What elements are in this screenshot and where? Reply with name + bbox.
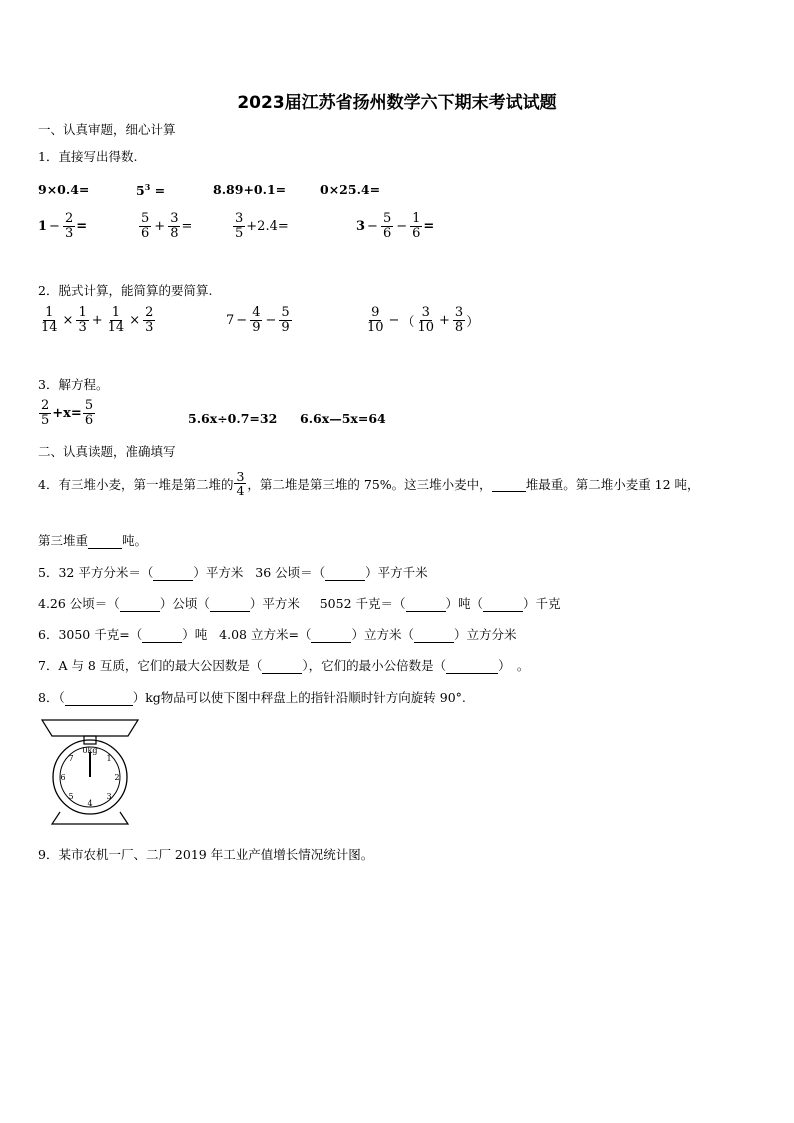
question-6: 6．3050 千克=（ ）吨 4.08 立方米=（ ）立方米（ ）立方分米 [38,627,517,642]
fraction: $\frac{2}{3}$ [64,211,74,241]
fraction: $\frac{9}{10}$ [367,305,384,335]
page-title: 2023届江苏省扬州数学六下期末考试试题 [237,93,557,113]
question-5-line2: 4.26 公顷＝（ ）公顷（ ）平方米 5052 千克＝（ ）吨（ ）千克 [38,596,561,611]
answer-blank[interactable] [88,533,122,549]
q3-eq-1: $\frac{2}{5}$ +x= $\frac{5}{6}$ [41,398,94,428]
dial-label: 1 [106,754,112,763]
question-4: 4．有三堆小麦，第一堆是第二堆的 $\frac{3}{4}$ ，第二堆是第三堆的 75%。这三堆小麦中， 堆最重。第二堆小麦重 12 吨， [38,469,700,499]
q2-expr-2: 7 − $\frac{4}{9}$ − $\frac{5}{9}$ [226,305,290,335]
fraction: $\frac{5}{6}$ [141,211,150,241]
dial-label: 7 [68,754,74,763]
answer-blank[interactable] [262,658,302,674]
q3-eq-3: 6.6x—5x=64 [300,411,386,426]
fraction: $\frac{1}{6}$ [412,211,421,241]
q2-expr-1: $\frac{1}{14}$ × $\frac{1}{3}$ + $\frac{1}{14}$ × $\frac{2}{3}$ [41,305,154,335]
dial-label: 5 [68,792,74,801]
fraction: $\frac{3}{5}$ [235,211,244,241]
question-1-label: 1．直接写出得数. [38,149,138,164]
answer-blank[interactable] [414,627,454,643]
answer-blank[interactable] [325,565,365,581]
question-8: 8．（ ）kg物品可以使下图中秤盘上的指针沿顺时针方向旋转 90°. [38,690,466,705]
dial-label: 6 [60,773,66,782]
scale-illustration [38,716,142,828]
dial-label: 0kg [82,746,98,755]
fraction: $\frac{5}{9}$ [281,305,290,335]
answer-blank[interactable] [446,658,498,674]
q2-expr-3: $\frac{9}{10}$ − （ $\frac{3}{10}$ + $\frac{3}{8}$ ） [367,305,480,335]
answer-blank[interactable] [153,565,193,581]
q1-expr-5: 1 − $\frac{2}{3}$ = [38,211,88,241]
dial-label: 2 [114,773,120,782]
fraction: $\frac{3}{8}$ [454,305,464,335]
fraction: $\frac{5}{6}$ [84,398,94,428]
fraction: $\frac{1}{14}$ [41,305,58,335]
answer-blank[interactable] [210,596,250,612]
fraction: $\frac{3}{8}$ [170,211,179,241]
section-heading-2: 二、认真读题，准确填写 [38,444,176,459]
q1-pow-base: 5 [136,183,145,199]
q1-item-3: 8.89+0.1= [213,182,287,197]
fraction: $\frac{2}{5}$ [41,398,50,428]
dial-label: 4 [87,799,93,808]
q1-expr-8: 3 − $\frac{5}{6}$ − $\frac{1}{6}$ = [356,211,435,241]
answer-blank[interactable] [406,596,446,612]
fraction: $\frac{4}{9}$ [252,305,261,335]
fraction: $\frac{1}{3}$ [78,305,87,335]
answer-blank[interactable] [142,627,182,643]
fraction: $\frac{3}{4}$ [236,469,245,499]
question-4-line2: 第三堆重 吨。 [38,533,148,548]
question-5-line1: 5．32 平方分米＝（ ）平方米 36 公顷＝（ ）平方千米 [38,565,428,580]
question-2-label: 2．脱式计算，能简算的要简算. [38,283,213,298]
q1-expr-7: $\frac{3}{5}$ +2.4= [235,211,289,241]
q1-expr-6: $\frac{5}{6}$ + $\frac{3}{8}$ = [141,211,193,241]
q3-eq-2: 5.6x÷0.7=32 [188,411,278,426]
q1-pow-exp: 3 [144,182,151,192]
section-heading-1: 一、认真审题，细心计算 [38,122,176,137]
answer-blank[interactable] [483,596,523,612]
dial-label: 3 [106,792,112,801]
question-7: 7．A 与 8 互质，它们的最大公因数是（ ），它们的最小公倍数是（ ） 。 [38,658,530,673]
fraction: $\frac{5}{6}$ [382,211,392,241]
question-3-label: 3．解方程。 [38,377,109,392]
q1-item-4: 0×25.4= [320,182,381,197]
fraction: $\frac{2}{3}$ [145,305,154,335]
answer-blank[interactable] [120,596,160,612]
fraction: $\frac{1}{14}$ [107,305,125,335]
question-9-label: 9．某市农机一厂、二厂 2019 年工业产值增长情况统计图。 [38,847,374,862]
q1-eq: = [154,183,166,199]
scale-pan [42,720,138,736]
answer-blank[interactable] [492,476,526,492]
answer-blank[interactable] [311,627,351,643]
q1-item-1: 9×0.4= [38,182,90,197]
answer-blank[interactable] [65,690,133,706]
fraction: $\frac{3}{10}$ [417,305,435,335]
q1-item-2 [136,182,165,198]
